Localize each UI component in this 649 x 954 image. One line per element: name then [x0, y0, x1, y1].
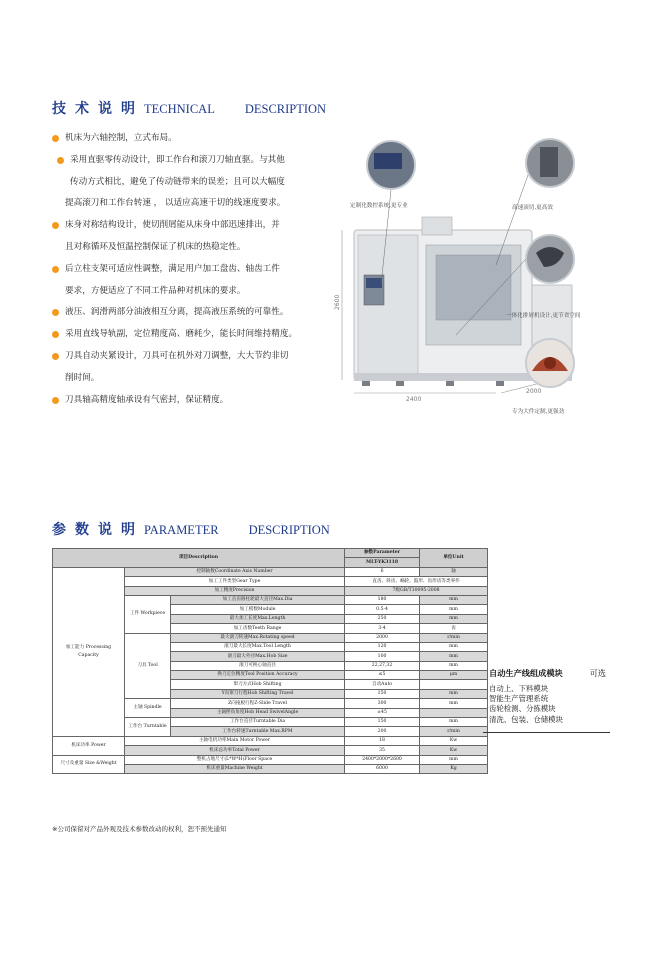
table-row: 滚刀最大长度Max.Tool Length 120 mm: [53, 642, 488, 651]
svg-text:专为大件定制,更强劲: 专为大件定制,更强劲: [512, 409, 565, 415]
group-workpiece: 工件 Workpiece: [125, 595, 171, 633]
table-row: 主轴 Spindle Z向拖板行程Z-Slide Travel 300 mm: [53, 699, 488, 708]
list-item: 齿轮检测、分拣模块: [489, 704, 556, 714]
bullet-item: 刀具轴高精度轴承设有气密封，保证精度。: [52, 390, 327, 412]
screen-icon: [366, 278, 382, 288]
table-row: 机床总功率Total Power 35 Kw: [53, 746, 488, 755]
table-row: 换刀定位精度Tool Position Accuracy ≤5 μm: [53, 671, 488, 680]
bullet-dot-icon: [52, 266, 59, 273]
svg-text:一体化排屑机设计,更节省空间: 一体化排屑机设计,更节省空间: [506, 313, 581, 319]
table-row: Y向窜刀行程Hob Shifting Travel 150 mm: [53, 689, 488, 698]
dimension-height: 2600: [334, 294, 341, 310]
group-spindle: 主轴 Spindle: [125, 699, 171, 718]
header-model: MLT-YK3118: [345, 558, 420, 567]
bullet-item: 机床为六轴控制，立式布局。: [52, 128, 327, 150]
list-item: 清洗、包装、仓储模块: [489, 714, 563, 724]
table-row: 加工精度Precision 7级GB/T10095-2008: [53, 586, 488, 595]
bullet-dot-icon: [52, 331, 59, 338]
svg-text:定制化数控系统,更专业: 定制化数控系统,更专业: [350, 203, 408, 209]
table-row: 机床重量Machine Weight 6000 Kg: [53, 764, 488, 773]
table-row: 窜刀方式Hob Shifting 自动Auto: [53, 680, 488, 689]
bullet-item: 采用直线导轨副，定位精度高、磨耗少，能长时间维持精度。: [52, 324, 327, 346]
dimension-width: 2400: [406, 396, 422, 403]
bullet-item: 床身对称结构设计，使切削屑能从床身中部迅速排出，并 且对称循环及恒温控制保证了机床的热稳定性。: [52, 215, 327, 259]
footnote: ※公司保留对产品外观及技术参数改动的权利，恕不预先通知: [52, 825, 227, 833]
parameter-table: [52, 548, 488, 774]
table-row: 工作台 Turntable 工作台直径Turntable Dia 150 mm: [53, 718, 488, 727]
dimension-depth: 2000: [526, 388, 542, 395]
table-row: 加工能力 Processing Capacity 控制轴数Coordinate Axis Number 6 轴: [53, 567, 488, 576]
modules-title: 自动生产线组成模块: [489, 668, 563, 678]
group-tool: 刀具 Tool: [125, 633, 171, 699]
bullet-dot-icon: [52, 353, 59, 360]
table-row: 机床功率 Power 主轴电机功率Main Motor Power 18 Kw: [53, 736, 488, 745]
table-row: 工件 Workpiece 加工直齿圆柱轮最大直径Max.Dia 180 mm: [53, 595, 488, 604]
bullet-dot-icon: [52, 309, 59, 316]
table-row: 加工工件类型Gear Type 直齿、斜齿、蜗轮、鼓形、齿形齿等类零件: [53, 577, 488, 586]
bullet-dot-icon: [57, 157, 64, 164]
svg-text:高速滚切,更高效: 高速滚切,更高效: [512, 205, 553, 211]
bullet-dot-icon: [52, 397, 59, 404]
technical-bullet-list: [52, 128, 327, 411]
modules-list: [489, 684, 563, 725]
technical-title: 技术说明TECHNICAL DESCRIPTION: [52, 101, 327, 117]
header-param: 参数Parameter: [345, 549, 420, 558]
production-line-modules-box: [483, 662, 610, 733]
bullet-dot-icon: [52, 135, 59, 142]
bullet-item: 后立柱支架可适应性调整，满足用户加工盘齿、轴齿工件 要求，方便适应了不同工件品种对机床的要求。: [52, 259, 327, 303]
machine-illustration: [336, 135, 616, 415]
group-capacity: 加工能力 Processing Capacity: [53, 567, 125, 736]
group-size: 尺寸及重量 Size &Weight: [53, 755, 125, 774]
table-row: 最大加工长度Max.Length 250 mm: [53, 614, 488, 623]
bullet-item: 采用直驱零传动设计，即工作台和滚刀刀轴直驱。与其他 传动方式相比，避免了传动链带来的误差；且可以大幅度 提高滚刀和工作台转速 ， 以适应高速干切的线速度要求。: [52, 150, 327, 215]
table-row: 滚刀可换心轴直径 22,27,32 mm: [53, 661, 488, 670]
table-row: 尺寸及重量 Size &Weight 整机占地尺寸(L*W*H)Floor Space 2400*2000*2600 mm: [53, 755, 488, 764]
bullet-item: 液压、润滑两部分油液相互分离，提高液压系统的可靠性。: [52, 302, 327, 324]
table-row: 滚刀最大外径Max.Hob Size 100 mm: [53, 652, 488, 661]
group-turntable: 工作台 Turntable: [125, 718, 171, 737]
modules-option-label: 可选: [589, 668, 606, 678]
table-header-row: [53, 549, 488, 558]
group-power: 机床功率 Power: [53, 736, 125, 755]
list-item: 智能生产管理系统: [489, 694, 549, 704]
list-item: 自动上、下料模块: [489, 684, 549, 693]
table-row: 加工模数Module 0.5-4 mm: [53, 605, 488, 614]
header-unit: 单位Unit: [420, 549, 488, 568]
bullet-item: 刀具自动夹紧设计，刀具可在机外对刀调整，大大节约非切 削时间。: [52, 346, 327, 390]
bullet-dot-icon: [52, 222, 59, 229]
table-row: 刀具 Tool 最大滚刀转速Max.Rotating speed 2000 r/min: [53, 633, 488, 642]
table-row: 加工齿数Teeth Range 3-4 齿: [53, 624, 488, 633]
table-row: 主轴摆角角度Hob Head SwivelAngle ±45: [53, 708, 488, 717]
table-row: 工作台转速Turntable Max.RPM 200 r/min: [53, 727, 488, 736]
header-item: 项目Description: [53, 549, 345, 568]
parameter-title: 参数说明PARAMETER DESCRIPTION: [52, 522, 330, 538]
